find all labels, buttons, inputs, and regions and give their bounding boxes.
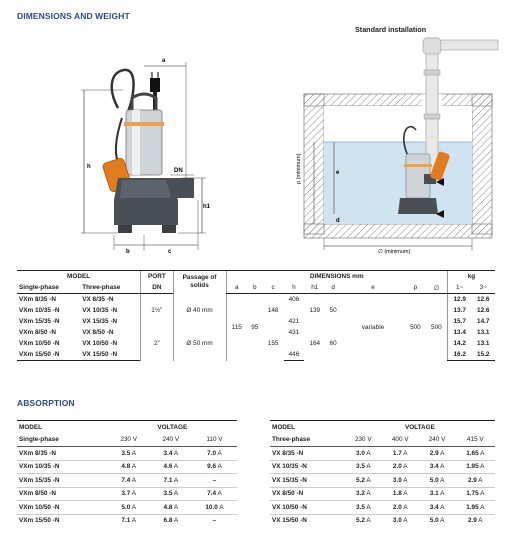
- fig-label-dn: DN: [174, 168, 183, 174]
- current-cell: 1.7 A: [382, 447, 419, 461]
- col-header-volt: 240 V: [150, 434, 192, 447]
- kg3: 12.6: [477, 296, 490, 303]
- kg1: 16.2: [447, 349, 471, 361]
- table-row: [17, 487, 237, 501]
- current-cell: 1.95 A: [456, 501, 495, 515]
- port-1: 1½": [141, 294, 173, 328]
- model-cell: VX 8/35 -N: [270, 447, 345, 461]
- col-header-single: Single-phase: [17, 282, 80, 294]
- dim-h1-2: 164: [309, 340, 321, 348]
- col-header-h1: h1: [304, 282, 325, 294]
- current-cell: 3.0 A: [382, 514, 419, 527]
- col-header-passage: Passage of solids: [173, 271, 226, 294]
- model-cell: VXm 8/35 -N: [17, 447, 108, 461]
- dim-b: 95: [251, 323, 259, 331]
- col-header-three: Three-phase: [80, 282, 140, 294]
- col-header-volt: 400 V: [382, 434, 419, 447]
- table-row-single: VXm 8/50 -N: [19, 329, 56, 336]
- table-row: [270, 447, 495, 461]
- col-header-volt: 110 V: [192, 434, 237, 447]
- current-cell: 5.0 A: [419, 514, 456, 527]
- kg3: 13.1: [477, 340, 490, 347]
- current-cell: 7.0 A: [192, 447, 237, 461]
- standard-installation-drawing: [296, 34, 501, 256]
- current-cell: 9.6 A: [192, 460, 237, 474]
- col-header-b: b: [247, 282, 263, 294]
- passage-1: Ø 40 mm: [173, 294, 226, 328]
- current-cell: 5.2 A: [345, 514, 382, 527]
- section-title-absorption: ABSORPTION: [17, 398, 75, 408]
- current-cell: 7.1 A: [108, 514, 150, 527]
- current-cell: 1.95 A: [456, 460, 495, 474]
- current-cell: 1.8 A: [382, 487, 419, 501]
- pump-dimension-drawing: [78, 50, 218, 255]
- standard-installation-title: Standard installation: [355, 25, 427, 34]
- table-row-three: VX 10/35 -N: [82, 307, 118, 314]
- current-cell: 3.7 A: [108, 487, 150, 501]
- col-header-volt: 230 V: [108, 434, 150, 447]
- current-cell: 3.4 A: [419, 460, 456, 474]
- model-cell: VXm 15/35 -N: [17, 474, 108, 488]
- dimensions-table: [17, 270, 495, 361]
- model-cell: VXm 10/35 -N: [17, 460, 108, 474]
- current-cell: –: [192, 514, 237, 527]
- col-header-h: h: [284, 282, 305, 294]
- col-header-dn: DN: [141, 282, 173, 294]
- kg1: 15.7: [447, 316, 471, 327]
- table-row: [270, 487, 495, 501]
- table-row: [17, 514, 237, 527]
- kg3: 14.7: [477, 318, 490, 325]
- current-cell: 6.8 A: [150, 514, 192, 527]
- current-cell: 5.0 A: [419, 474, 456, 488]
- current-cell: 3.5 A: [108, 447, 150, 461]
- kg3: 12.6: [477, 307, 490, 314]
- dim-h: 421: [288, 318, 300, 325]
- passage-2: Ø 50 mm: [173, 327, 226, 361]
- table-row: [17, 501, 237, 515]
- current-cell: 3.4 A: [150, 447, 192, 461]
- fig-label-h1: h1: [203, 204, 211, 210]
- col-header-c: c: [263, 282, 284, 294]
- table-row-single: VXm 8/35 -N: [19, 296, 56, 303]
- col-header-phase: Single-phase: [17, 434, 108, 447]
- model-cell: VX 8/50 -N: [270, 487, 345, 501]
- current-cell: 7.4 A: [108, 474, 150, 488]
- dim-h: 406: [288, 296, 300, 303]
- table-row: [270, 460, 495, 474]
- current-cell: 3.5 A: [150, 487, 192, 501]
- col-header-phase: Three-phase: [270, 434, 345, 447]
- col-header-voltage: VOLTAGE: [108, 421, 237, 434]
- table-row-single: VXm 15/35 -N: [19, 318, 60, 325]
- current-cell: 3.4 A: [419, 501, 456, 515]
- col-header-model: MODEL: [270, 421, 345, 434]
- col-header-volt: 415 V: [456, 434, 495, 447]
- table-row-three: VX 15/35 -N: [82, 318, 118, 325]
- current-cell: 10.0 A: [192, 501, 237, 515]
- model-cell: VX 10/50 -N: [270, 501, 345, 515]
- table-row-three: VX 10/50 -N: [82, 340, 118, 347]
- table-row-single: VXm 10/35 -N: [19, 307, 60, 314]
- kg3: 13.1: [477, 329, 490, 336]
- col-header-kg3: 3~: [472, 282, 496, 294]
- table-row: [17, 460, 237, 474]
- col-header-kg: kg: [447, 271, 495, 283]
- table-row: [17, 447, 237, 461]
- current-cell: –: [192, 474, 237, 488]
- table-row: [270, 474, 495, 488]
- fig-label-c: c: [168, 249, 172, 255]
- current-cell: 4.6 A: [150, 460, 192, 474]
- col-header-a: a: [226, 282, 247, 294]
- table-row-three: VX 8/50 -N: [82, 329, 114, 336]
- col-header-diam: ∅: [426, 282, 448, 294]
- col-header-model: MODEL: [17, 271, 141, 283]
- current-cell: 2.9 A: [456, 514, 495, 527]
- dim-diam: 500: [431, 323, 442, 331]
- dim-a: 115: [226, 294, 247, 361]
- col-header-e: e: [341, 282, 405, 294]
- current-cell: 4.8 A: [150, 501, 192, 515]
- section-title-dimensions: DIMENSIONS AND WEIGHT: [17, 11, 130, 21]
- current-cell: 7.4 A: [192, 487, 237, 501]
- current-cell: 3.0 A: [382, 474, 419, 488]
- model-cell: VX 10/35 -N: [270, 460, 345, 474]
- current-cell: 2.9 A: [419, 447, 456, 461]
- fig-label-width: ∅ (minimum): [378, 249, 411, 255]
- table-row-three: VX 15/50 -N: [80, 349, 140, 361]
- kg1: 13.4: [447, 327, 471, 338]
- dim-c-2: 155: [267, 340, 279, 348]
- kg1: 12.9: [447, 294, 471, 306]
- current-cell: 1.65 A: [456, 447, 495, 461]
- col-header-volt: 230 V: [345, 434, 382, 447]
- table-row: [17, 474, 237, 488]
- model-cell: VXm 8/50 -N: [17, 487, 108, 501]
- absorption-single-table: [17, 420, 237, 527]
- current-cell: 3.2 A: [345, 487, 382, 501]
- current-cell: 3.1 A: [419, 487, 456, 501]
- dim-d-1: 50: [329, 307, 337, 314]
- current-cell: 2.9 A: [456, 474, 495, 488]
- absorption-three-table: [270, 420, 495, 527]
- current-cell: 2.0 A: [382, 501, 419, 515]
- absorption-single-rows: [17, 447, 237, 528]
- table-row-three: VX 8/35 -N: [82, 296, 114, 303]
- model-cell: VXm 10/50 -N: [17, 501, 108, 515]
- col-header-port: PORT: [141, 271, 173, 283]
- fig-label-e: e: [336, 170, 340, 176]
- dim-h: 431: [288, 329, 300, 336]
- col-header-d: d: [325, 282, 341, 294]
- table-row: [270, 501, 495, 515]
- dim-h: [284, 338, 305, 349]
- model-cell: VX 15/50 -N: [270, 514, 345, 527]
- current-cell: 2.0 A: [382, 460, 419, 474]
- current-cell: 5.0 A: [108, 501, 150, 515]
- kg1: 14.2: [447, 338, 471, 349]
- current-cell: 3.5 A: [345, 460, 382, 474]
- current-cell: 4.8 A: [108, 460, 150, 474]
- col-header-voltage: VOLTAGE: [345, 421, 495, 434]
- dim-p: 500: [410, 323, 421, 331]
- fig-label-b: b: [126, 249, 130, 255]
- dim-c-1: 148: [267, 307, 279, 314]
- dim-d-2: 60: [329, 340, 337, 348]
- current-cell: 1.75 A: [456, 487, 495, 501]
- col-header-model: MODEL: [17, 421, 108, 434]
- model-cell: VXm 15/50 -N: [17, 514, 108, 527]
- col-header-volt: 240 V: [419, 434, 456, 447]
- table-row-single: VXm 10/50 -N: [19, 340, 60, 347]
- fig-label-d: d: [336, 218, 340, 224]
- current-cell: 7.1 A: [150, 474, 192, 488]
- col-header-kg1: 1~: [447, 282, 471, 294]
- dim-h: [284, 305, 305, 316]
- port-2: 2": [141, 327, 173, 361]
- kg3: 15.2: [472, 349, 496, 361]
- table-row-single: VXm 15/50 -N: [17, 349, 80, 361]
- dim-h1-1: 139: [309, 307, 321, 314]
- dim-e: variable: [361, 323, 385, 331]
- current-cell: 3.5 A: [345, 501, 382, 515]
- absorption-three-rows: [270, 447, 495, 528]
- fig-label-a: a: [162, 58, 166, 64]
- col-header-p: p: [405, 282, 426, 294]
- current-cell: 3.0 A: [345, 447, 382, 461]
- col-header-dimensions: DIMENSIONS mm: [226, 271, 447, 283]
- table-row: [270, 514, 495, 527]
- model-cell: VX 15/35 -N: [270, 474, 345, 488]
- dim-h: 446: [284, 349, 305, 361]
- fig-label-p: p (minimum): [296, 153, 302, 184]
- fig-label-h: h: [87, 164, 91, 170]
- current-cell: 5.2 A: [345, 474, 382, 488]
- kg1: 13.7: [447, 305, 471, 316]
